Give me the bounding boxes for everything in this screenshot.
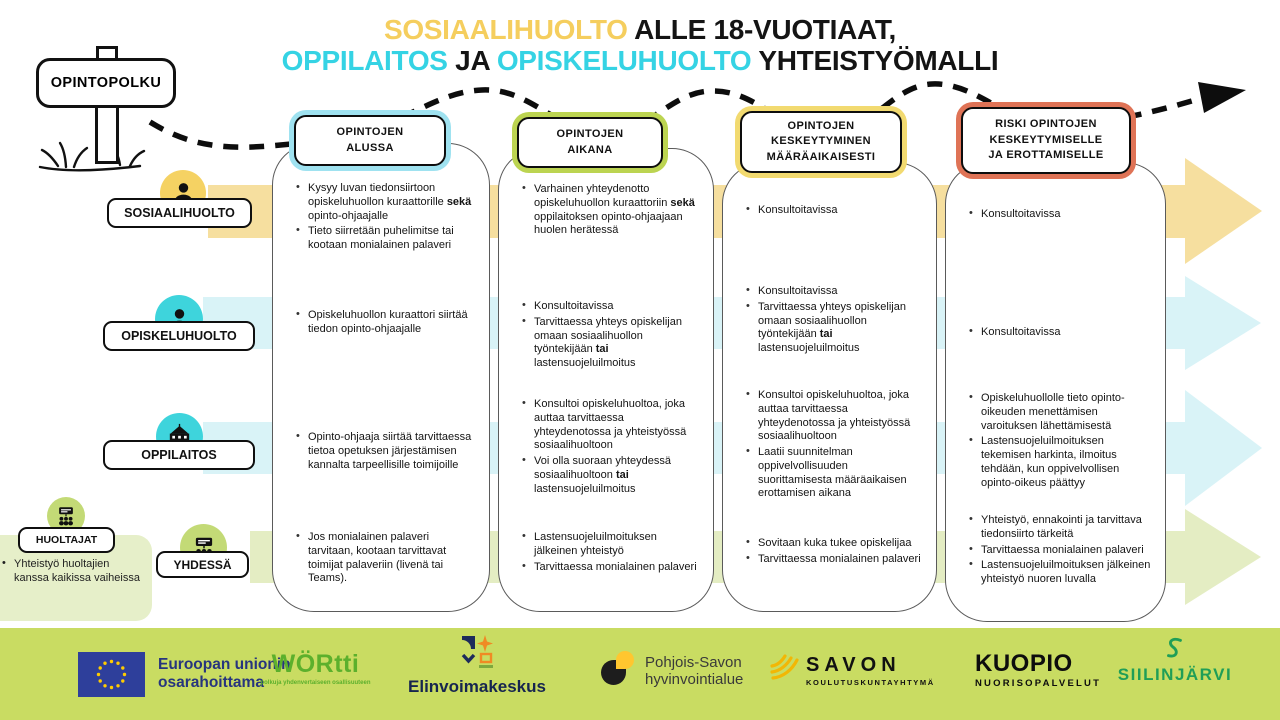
meeting-icon (55, 505, 77, 527)
row-label-oppilaitos: OPPILAITOS (103, 440, 255, 470)
huoltajat-note-list: • Yhteistyö huoltajien kanssa kaikissa vaiheissa (0, 535, 152, 586)
savon-name: SAVON (806, 654, 901, 676)
lane-arrowhead-opiskeluhuolto (1185, 276, 1261, 370)
cell-col1-sosiaalihuolto: • Kysyy luvan tiedonsiirtoon opiskeluhuollon kuraattorille sekä opinto-ohjaajalle • Tieto siirretään puhelimitse tai kootaan monialainen palaveri (294, 182, 476, 255)
kuopio-sub: NUORISOPALVELUT (975, 678, 1102, 689)
wortti-name: WÖRtti (271, 650, 360, 678)
eu-flag-icon (78, 652, 145, 702)
kuopio-logo (975, 652, 1101, 689)
column-card-riski (945, 162, 1166, 622)
cell-col2-oppilaitos: • Konsultoi opiskeluhuoltoa, joka auttaa tarvittaessa yhteydenotossa ja yhteistyössä sosiaalihuoltoon • Voi olla suoraan yhteydessä sosiaalihuoltoon tai lastensuojeluilmoitus (520, 398, 700, 498)
row-label-sosiaalihuolto: SOSIAALIHUOLTO (107, 198, 252, 228)
hyvinvointialue-text (645, 654, 743, 689)
row-label-opiskeluhuolto: OPISKELUHUOLTO (103, 321, 255, 351)
cell-col2-sosiaalihuolto: • Varhainen yhteydenotto opiskeluhuollon kuraattoriin sekä oppilaitoksen opinto-ohjaajaan huolen herätessä (520, 183, 700, 240)
siilinjarvi-name: SIILINJÄRVI (1117, 665, 1233, 684)
lane-arrowhead-oppilaitos (1185, 390, 1262, 506)
hyvinvointialue-line1: Pohjois-Savon (645, 654, 742, 671)
savon-sub: KOULUTUSKUNTAYHTYMÄ (806, 678, 935, 687)
dashed-arrow-head-icon (1198, 82, 1246, 113)
title-opiskeluhuolto: OPISKELUHUOLTO (496, 45, 752, 77)
title-ja: JA (447, 45, 497, 77)
title-yhteistyomalli: YHTEISTYÖMALLI (751, 45, 999, 77)
cell-col2-opiskeluhuolto: • Konsultoitavissa • Tarvittaessa yhteys opiskelijan omaan sosiaalihuollon työntekijään tai lastensuojeluilmoitus (520, 300, 700, 373)
column-card-opintojen-aikana (498, 148, 714, 612)
cell-col3-opiskeluhuolto: • Konsultoitavissa • Tarvittaessa yhteys opiskelijan omaan sosiaalihuollon työntekijään tai lastensuojeluilmoitus (744, 285, 923, 358)
cell-col3-oppilaitos: • Konsultoi opiskeluhuoltoa, joka auttaa tarvittaessa yhteydenotossa ja yhteistyössä sosiaalihuoltoon • Laatii suunnitelman oppivelvollisuuden suorittamisesta määräaikaisen erottamisen aikana (744, 389, 923, 503)
cell-col1-oppilaitos: • Opinto-ohjaaja siirtää tarvittaessa tietoa opetuksen järjestämisen kannalta tarpeellisille toimijoille (294, 431, 476, 474)
opintopolku-sign: OPINTOPOLKU (36, 58, 176, 108)
footer-logo-bar (0, 628, 1280, 720)
row-label-yhdessa: YHDESSÄ (156, 551, 249, 578)
eu-text-line2: osarahoittama (158, 673, 264, 691)
wortti-tagline: polkuja yhdenvertaiseen osallisuuteen (260, 680, 371, 686)
title-alle18: ALLE 18-VUOTIAAT, (627, 14, 897, 45)
column-header-opintojen-alussa: OPINTOJEN ALUSSA (294, 115, 446, 166)
cell-col4-yhdessa: • Yhteistyö, ennakointi ja tarvittava tiedonsiirto tärkeitä • Tarvittaessa monialainen palaveri • Lastensuojeluilmoituksen jälkeinen yhteistyö nuoren luvalla (967, 514, 1152, 589)
column-card-opintojen-alussa (272, 143, 490, 612)
savon-logo (806, 654, 935, 687)
title-sosiaalihuolto: SOSIAALIHUOLTO (383, 14, 628, 45)
sign-post (95, 104, 119, 164)
title-oppilaitos: OPPILAITOS (281, 45, 448, 77)
column-header-riski: RISKI OPINTOJEN KESKEYTYMISELLE JA EROTTAMISELLE (961, 107, 1131, 174)
column-header-opintojen-aikana: OPINTOJEN AIKANA (517, 117, 663, 168)
siilinjarvi-logo (1100, 636, 1250, 685)
title-line-2 (0, 45, 1280, 76)
hyvinvointialue-icon (598, 648, 638, 688)
elinvoimakeskus-icon (460, 634, 494, 670)
elinvoimakeskus-logo (392, 634, 562, 697)
cell-col4-opiskeluhuolto: • Konsultoitavissa (967, 326, 1152, 342)
wortti-logo (258, 650, 373, 686)
kuopio-name: KUOPIO (975, 650, 1073, 677)
savon-icon (770, 651, 804, 688)
cell-col1-opiskeluhuolto: • Opiskeluhuollon kuraattori siirtää tiedon opinto-ohjaajalle (294, 309, 476, 339)
cell-col4-sosiaalihuolto: • Konsultoitavissa (967, 208, 1152, 224)
cell-col1-yhdessa: • Jos monialainen palaveri tarvitaan, kootaan tarvittavat toimijat palaveriin (livenä tai Teams). (294, 531, 476, 588)
column-card-keskeytyminen (722, 162, 937, 612)
cell-col4-oppilaitos: • Opiskeluhuollolle tieto opinto-oikeuden menettämisen varoituksen lähettämisestä • Lastensuojeluilmoituksen tekemisen harkinta, ilmoitus tehdään, kun oppivelvollisen opinto-oikeus päättyy (967, 392, 1152, 492)
page-title (0, 14, 1280, 77)
column-header-keskeytyminen: OPINTOJEN KESKEYTYMINEN MÄÄRÄAIKAISESTI (740, 111, 902, 173)
title-line-1 (0, 14, 1280, 45)
eu-text-line1: Euroopan unionin (158, 656, 291, 673)
siilinjarvi-s-icon (1163, 636, 1187, 660)
cell-col3-yhdessa: • Sovitaan kuka tukee opiskelijaa • Tarvittaessa monialainen palaveri (744, 537, 923, 569)
lane-arrowhead-sosiaalihuolto (1185, 158, 1262, 264)
grass-icon (40, 143, 144, 170)
cell-col2-yhdessa: • Lastensuojeluilmoituksen jälkeinen yhteistyö • Tarvittaessa monialainen palaveri (520, 531, 700, 576)
row-label-huoltajat: HUOLTAJAT (18, 527, 115, 553)
elinvoimakeskus-name: Elinvoimakeskus (408, 677, 546, 696)
hyvinvointialue-line2: hyvinvointialue (645, 671, 744, 689)
lane-arrowhead-yhdessa (1185, 509, 1261, 605)
cell-col3-sosiaalihuolto: • Konsultoitavissa (744, 204, 923, 220)
